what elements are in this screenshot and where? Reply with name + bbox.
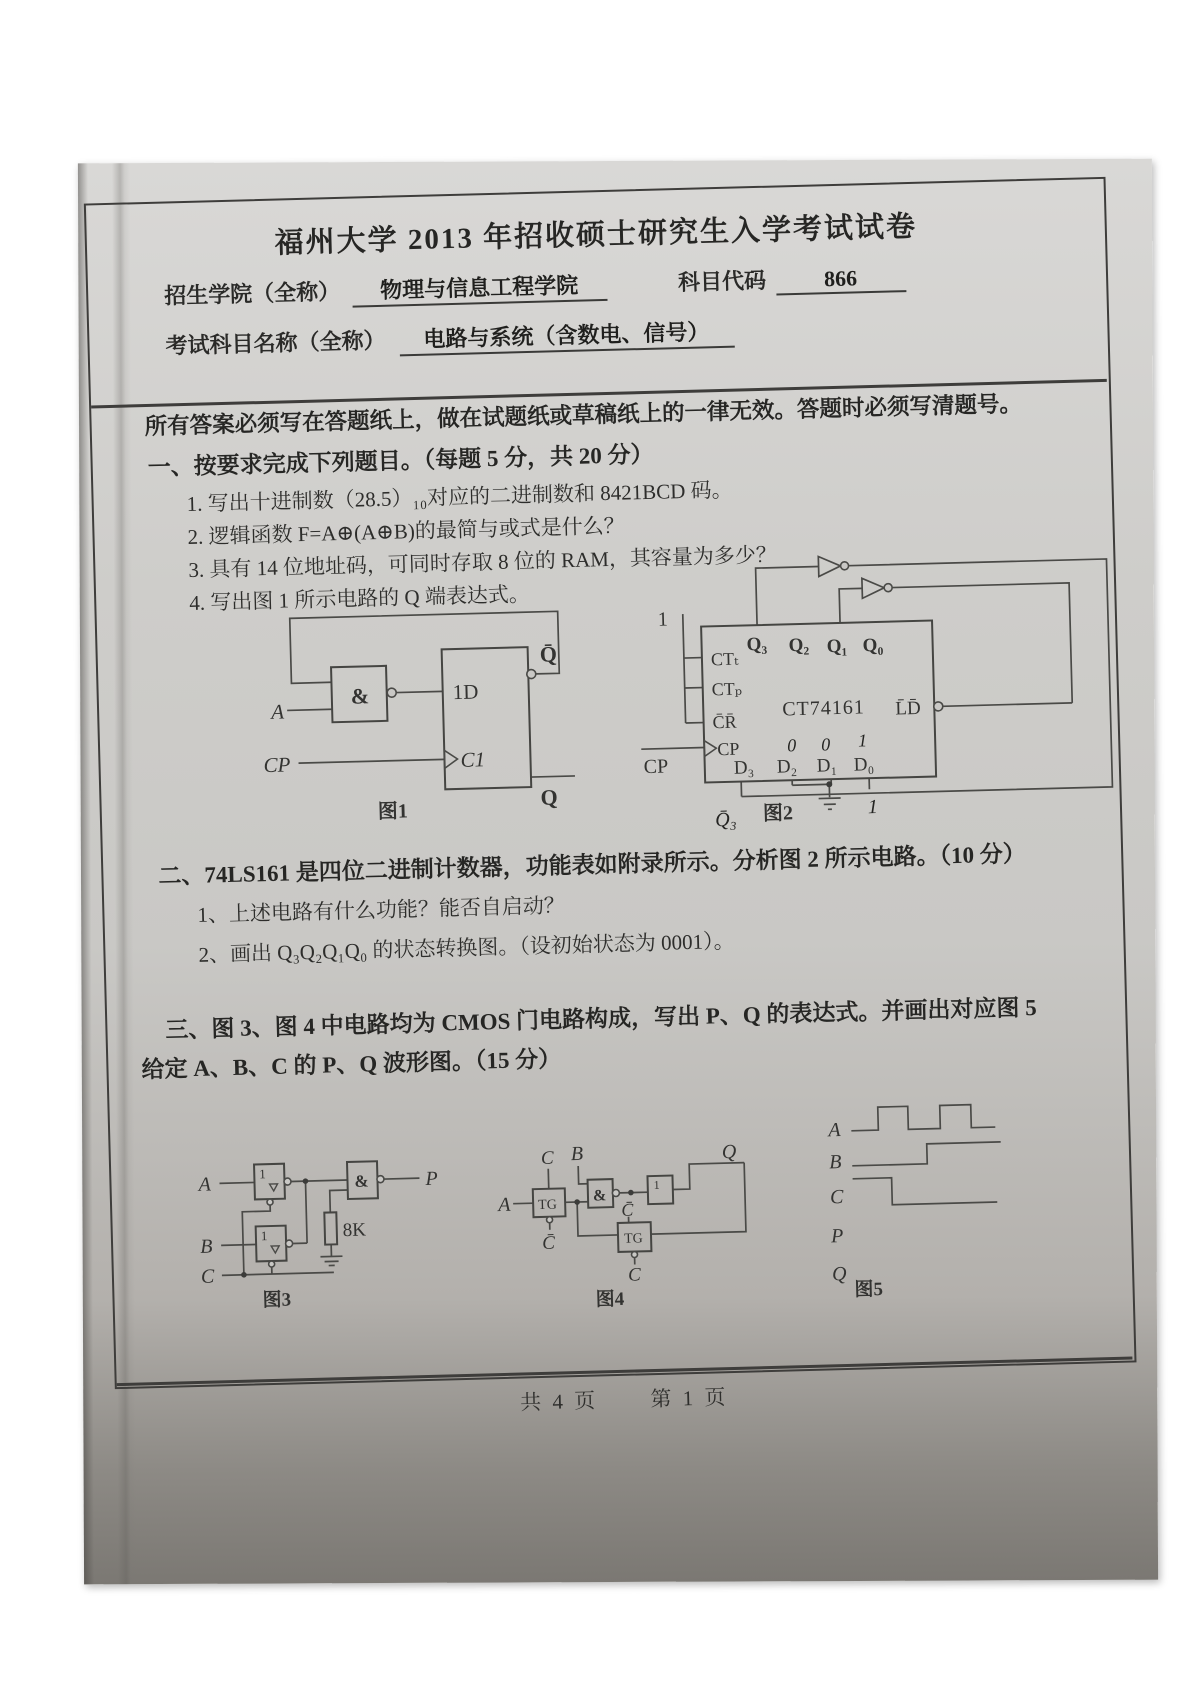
fig2-pin-d3: D₃ — [733, 757, 755, 779]
fig5-label-a: A — [828, 1119, 841, 1142]
college-label: 招生学院（全称） — [163, 278, 341, 309]
junction-dot — [628, 1190, 634, 1196]
subject-name-value: 电路与系统（含数电、信号） — [399, 315, 735, 357]
fig4-caption: 图4 — [595, 1288, 625, 1311]
fig4-label-c-bot: C — [627, 1264, 642, 1286]
q1-item-4: 4. 写出图 1 所示电路的 Q 端表达式。 — [188, 582, 531, 615]
section-one-heading: 一、按要求完成下列题目。（每题 5 分，共 20 分） — [147, 441, 654, 481]
tg1-control-bubble-icon — [546, 1217, 552, 1223]
figure1-circuit — [254, 591, 580, 834]
page-title: 福州大学 2013 年招收硕士研究生入学考试试卷 — [274, 210, 918, 260]
q2-item-2: 2、画出 Q₃Q₂Q₁Q₀ 的状态转换图。（设初始状态为 0001）。 — [198, 928, 735, 967]
current-page: 第 1 页 — [650, 1385, 729, 1412]
fig2-pin-q1: Q₁ — [826, 635, 848, 658]
fig2-handwritten-d1: 0 — [820, 734, 831, 755]
fig2-wires — [637, 559, 1113, 802]
junction-dot — [574, 1199, 580, 1205]
inverter2-bubble-icon — [884, 584, 892, 592]
fig5-label-b: B — [828, 1151, 842, 1174]
fig2-pin-cp: CP — [717, 738, 740, 760]
nand-output-bubble-icon — [387, 688, 396, 697]
section-two-heading: 二、74LS161 是四位二进制计数器，功能表如附录所示。分析图 2 所示电路。（10 分） — [158, 841, 1027, 889]
fig2-pin-ld: L̄D̄ — [895, 697, 921, 720]
fig2-pin-d0: D₀ — [853, 754, 875, 776]
section-three-heading-line1: 三、图 3、图 4 中电路均为 CMOS 门电路构成，写出 P、Q 的表达式。并画出对应图 5 — [165, 994, 1037, 1043]
fig1-label-a: A — [270, 699, 285, 724]
college-value: 物理与信息工程学院 — [351, 268, 607, 308]
fig4-inv-label: 1 — [653, 1177, 660, 1193]
waveform-c — [853, 1175, 998, 1206]
q1-item-1: 1. 写出十进制数（28.5）₁₀对应的二进制数和 8421BCD 码。 — [186, 477, 733, 516]
q1-item-2: 2. 逻辑函数 F=A⊕(A⊕B)的最简与或式是什么？ — [187, 513, 626, 549]
fig2-pin-q3: Q₃ — [746, 633, 768, 656]
fig2-caption: 图2 — [762, 802, 794, 826]
fig4-label-b: B — [570, 1142, 584, 1166]
answer-notice: 所有答案必须写在答题纸上，做在试题纸或草稿纸上的一律无效。答题时必须写清题号。 — [144, 391, 1023, 440]
ground-icon — [320, 1256, 342, 1266]
fig2-pin-q2: Q₂ — [788, 634, 810, 657]
fig2-tie-one: 1 — [867, 796, 879, 819]
figure4-circuit — [491, 1131, 786, 1319]
inverter-box — [647, 1176, 673, 1205]
fig3-gate2-label: 1 — [260, 1228, 268, 1244]
clock-wedge-icon — [444, 750, 457, 768]
inverter2-icon — [862, 578, 885, 599]
ground-icon — [819, 798, 841, 810]
fig2-label-cp-ext: CP — [643, 755, 669, 779]
fig3-caption: 图3 — [262, 1289, 292, 1312]
subject-name-label: 考试科目名称（全称） — [165, 327, 386, 359]
waveform-b — [852, 1142, 1001, 1166]
fig3-wires — [220, 1178, 422, 1275]
fig5-label-p: P — [830, 1225, 844, 1248]
fig1-label-1d: 1D — [452, 679, 479, 705]
fig2-handwritten-q3bar: Q̄₃ — [714, 808, 737, 832]
fig2-handwritten-d2: 0 — [786, 735, 797, 756]
q2-item-1: 1、上述电路有什么功能？能否自启动？ — [197, 893, 566, 927]
fig1-label-and: & — [350, 683, 370, 709]
fig5-label-q: Q — [831, 1262, 847, 1286]
tristate2-mark-icon — [271, 1246, 279, 1253]
d-flipflop — [442, 647, 532, 789]
gate1-enable-bubble-icon — [267, 1199, 273, 1205]
fig1-caption: 图1 — [377, 800, 409, 824]
inverter1-icon — [818, 556, 841, 577]
fig2-pin-q0: Q₀ — [862, 634, 884, 657]
figure2-circuit — [608, 535, 1120, 840]
fig2-pin-ctp: CTₚ — [711, 678, 743, 700]
fig4-label-q: Q — [721, 1140, 737, 1164]
qbar-output-bubble-icon — [527, 669, 536, 678]
form-row-code — [678, 260, 906, 298]
section-three-heading-line2: 给定 A、B、C 的 P、Q 波形图。（15 分） — [141, 1046, 562, 1083]
waveform-a — [851, 1104, 996, 1131]
fig5-label-c: C — [829, 1186, 844, 1209]
fig1-label-q: Q — [540, 784, 558, 810]
figure3-circuit — [181, 1138, 495, 1321]
fig4-label-cbar-mid: C̄ — [621, 1199, 634, 1220]
fig3-label-b: B — [199, 1235, 213, 1258]
fig1-label-cp: CP — [263, 752, 291, 778]
gate2-bubble-icon — [286, 1240, 293, 1247]
fig3-label-c: C — [200, 1265, 215, 1288]
fig4-tg2-label: TG — [623, 1231, 643, 1247]
fig1-label-qbar: Q̄ — [539, 641, 558, 667]
subject-code-label: 科目代码 — [677, 267, 767, 296]
fig2-pin-d1: D₁ — [816, 755, 838, 777]
q1-item-3: 3. 具有 14 位地址码，可同时存取 8 位的 RAM，其容量为多少？ — [188, 542, 778, 582]
gate1-bubble-icon — [284, 1178, 291, 1185]
fig4-label-a: A — [497, 1193, 511, 1217]
tg2-control-bubble-icon — [631, 1251, 637, 1257]
fig2-pin-ctt: CTₜ — [710, 648, 739, 670]
fig2-chip-name: CT74161 — [782, 696, 866, 721]
junction-dot — [303, 1178, 309, 1184]
fig2-pin-cr: C̄R̄ — [712, 711, 737, 733]
fig2-handwritten-d0: 1 — [857, 730, 868, 751]
fig2-pin-d2: D₂ — [776, 756, 798, 778]
fig4-tg1-label: TG — [538, 1197, 558, 1214]
fig3-label-p: P — [425, 1167, 438, 1190]
resistor — [324, 1212, 337, 1244]
fig3-nand-label: & — [354, 1171, 369, 1191]
gate2-enable-bubble-icon — [269, 1261, 275, 1267]
inverter1-bubble-icon — [840, 562, 848, 570]
fig3-resistor-label: 8K — [342, 1219, 367, 1242]
nand-bubble-icon — [377, 1176, 384, 1183]
nand-bubble-icon — [612, 1189, 619, 1196]
tristate1-mark-icon — [270, 1184, 278, 1191]
total-pages: 共 4 页 — [519, 1388, 599, 1415]
fig4-nand-label: & — [592, 1187, 607, 1205]
fig1-label-c1: C1 — [460, 747, 486, 772]
subject-code-value: 866 — [775, 264, 906, 295]
fig4-label-c-top: C — [540, 1147, 554, 1169]
fig3-gate1-label: 1 — [259, 1166, 266, 1182]
fig2-tie-high: 1 — [657, 608, 669, 631]
figure5-waveforms — [799, 1077, 1125, 1303]
exam-sheet — [84, 177, 1138, 1453]
fig3-label-a: A — [198, 1173, 212, 1196]
junction-dot — [241, 1272, 247, 1278]
cp-clock-wedge-icon — [704, 740, 716, 756]
fig5-caption: 图5 — [854, 1279, 884, 1301]
fig4-label-cbar-bot: C̄ — [541, 1232, 556, 1254]
ld-bubble-icon — [934, 702, 943, 711]
